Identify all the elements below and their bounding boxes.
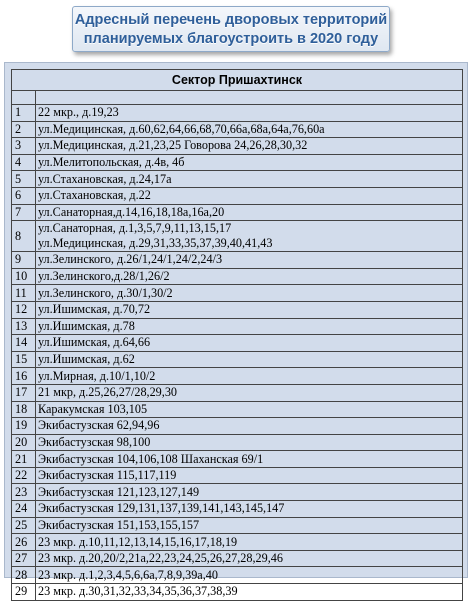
address-line: ул.Ишимская, д.78 [38, 318, 135, 333]
table-row [12, 285, 463, 302]
address-line: ул.Зелинского,д.28/1,26/2 [38, 269, 170, 284]
table-row [12, 105, 463, 122]
address-line: 22 мкр., д.19,23 [38, 105, 119, 120]
table-row [12, 318, 463, 335]
address-line: 23 мкр. д.30,31,32,33,34,35,36,37,38,39 [38, 584, 238, 599]
address-line: ул.Санаторная, д.1,3,5,7,9,11,13,15,17 [38, 221, 232, 236]
row-number: 7 [12, 204, 36, 221]
address-line: 23 мкр. д.20,20/2,21а,22,23,24,25,26,27,28,29,46 [38, 551, 283, 566]
address-line: ул.Зелинского, д.30/1,30/2 [38, 285, 173, 300]
address-line: ул.Ишимская, д.64,66 [38, 335, 151, 350]
address-cell [36, 351, 463, 368]
address-line: ул.Медицинская, д.21,23,25 Говорова 24,26,28,30,32 [38, 138, 308, 153]
address-line: ул.Ишимская, д.70,72 [38, 302, 151, 317]
row-number: 27 [12, 550, 36, 567]
address-cell [36, 301, 463, 318]
address-line: Экибастузская 62,94,96 [38, 418, 160, 433]
row-number: 1 [12, 105, 36, 122]
document-title [72, 6, 390, 52]
address-line: Каракумская 103,105 [38, 401, 148, 416]
address-cell [36, 268, 463, 285]
row-number: 15 [12, 351, 36, 368]
row-number: 4 [12, 154, 36, 171]
address-cell [36, 285, 463, 302]
address-cell [36, 105, 463, 122]
address-line: Экибастузская 121,123,127,149 [38, 484, 200, 499]
table-row [12, 171, 463, 188]
address-cell [36, 335, 463, 352]
table-row [12, 204, 463, 221]
address-cell [36, 451, 463, 468]
address-line: ул.Ишимская, д.62 [38, 352, 135, 367]
table-row [12, 154, 463, 171]
address-line: Экибастузская 115,117,119 [38, 468, 177, 483]
address-cell [36, 517, 463, 534]
table-row [12, 534, 463, 551]
address-line: Экибастузская 98,100 [38, 434, 151, 449]
address-cell [36, 401, 463, 418]
address-cell [36, 384, 463, 401]
sector-header-row [12, 70, 463, 91]
address-line: ул.Медицинская, д.60,62,64,66,68,70,66а,68а,64а,76,60а [38, 121, 325, 136]
table-row [12, 351, 463, 368]
table-row [12, 584, 463, 601]
address-line: ул.Стахановская, д.24,17а [38, 171, 172, 186]
address-cell [36, 252, 463, 269]
row-number: 24 [12, 501, 36, 518]
address-line: ул.Мелитопольская, д.4в, 4б [38, 155, 185, 170]
row-number: 10 [12, 268, 36, 285]
row-number: 12 [12, 301, 36, 318]
table-row [12, 221, 463, 252]
address-cell [36, 434, 463, 451]
address-cell [36, 187, 463, 204]
blank-row [12, 91, 463, 105]
table-row [12, 451, 463, 468]
table-row [12, 384, 463, 401]
address-cell [36, 221, 463, 252]
table-row [12, 484, 463, 501]
title-line-1: Адресный перечень дворовых территорий [74, 12, 388, 28]
row-number: 26 [12, 534, 36, 551]
address-cell [36, 484, 463, 501]
address-cell [36, 418, 463, 435]
address-cell [36, 467, 463, 484]
table-row [12, 268, 463, 285]
table-row [12, 467, 463, 484]
blank-cell [12, 91, 36, 105]
row-number: 16 [12, 368, 36, 385]
row-number: 5 [12, 171, 36, 188]
row-number: 17 [12, 384, 36, 401]
address-cell [36, 501, 463, 518]
address-cell [36, 567, 463, 584]
row-number: 11 [12, 285, 36, 302]
row-number: 23 [12, 484, 36, 501]
table-row [12, 517, 463, 534]
table-row [12, 550, 463, 567]
address-line: ул.Мирная, д.10/1,10/2 [38, 368, 156, 383]
table-row [12, 501, 463, 518]
address-cell [36, 534, 463, 551]
address-cell [36, 204, 463, 221]
table-row [12, 401, 463, 418]
row-number: 2 [12, 121, 36, 138]
address-cell [36, 138, 463, 155]
row-number: 13 [12, 318, 36, 335]
table-row [12, 187, 463, 204]
address-line: Экибастузская 129,131,137,139,141,143,145,147 [38, 501, 285, 516]
address-line: 23 мкр. д.1,2,3,4,5,6,6а,7,8,9,39а,40 [38, 567, 218, 582]
row-number: 22 [12, 467, 36, 484]
address-cell [36, 368, 463, 385]
row-number: 28 [12, 567, 36, 584]
row-number: 9 [12, 252, 36, 269]
address-cell [36, 550, 463, 567]
table-row [12, 335, 463, 352]
blank-cell [36, 91, 463, 105]
row-number: 6 [12, 187, 36, 204]
sector-header: Сектор Пришахтинск [12, 70, 463, 91]
address-cell [36, 318, 463, 335]
address-line: ул.Зелинского, д.26/1,24/1,24/2,24/3 [38, 252, 223, 267]
table-row [12, 138, 463, 155]
table-row [12, 567, 463, 584]
address-line: Экибастузская 151,153,155,157 [38, 517, 200, 532]
address-line: ул.Санаторная,д.14,16,18,18а,16а,20 [38, 204, 225, 219]
title-line-2: планируемых благоустроить в 2020 году [83, 31, 379, 47]
address-table [11, 69, 463, 601]
address-cell [36, 154, 463, 171]
table-row [12, 252, 463, 269]
address-cell [36, 171, 463, 188]
spreadsheet-area [4, 62, 468, 599]
row-number: 18 [12, 401, 36, 418]
table-row [12, 418, 463, 435]
table-row [12, 368, 463, 385]
row-number: 3 [12, 138, 36, 155]
row-number: 25 [12, 517, 36, 534]
address-line: ул.Медицинская, д.29,31,33,35,37,39,40,41,43 [38, 236, 273, 251]
address-line: 23 мкр. д.10,11,12,13,14,15,16,17,18,19 [38, 534, 238, 549]
row-number: 8 [12, 221, 36, 252]
table-row [12, 434, 463, 451]
row-number: 29 [12, 584, 36, 601]
address-line: Экибастузская 104,106,108 Шаханская 69/1 [38, 451, 264, 466]
address-line: ул.Стахановская, д.22 [38, 188, 151, 203]
address-cell [36, 121, 463, 138]
address-line: 21 мкр, д.25,26,27/28,29,30 [38, 385, 178, 400]
address-cell [36, 584, 463, 601]
row-number: 19 [12, 418, 36, 435]
row-number: 20 [12, 434, 36, 451]
row-number: 21 [12, 451, 36, 468]
table-row [12, 121, 463, 138]
table-row [12, 301, 463, 318]
row-number: 14 [12, 335, 36, 352]
